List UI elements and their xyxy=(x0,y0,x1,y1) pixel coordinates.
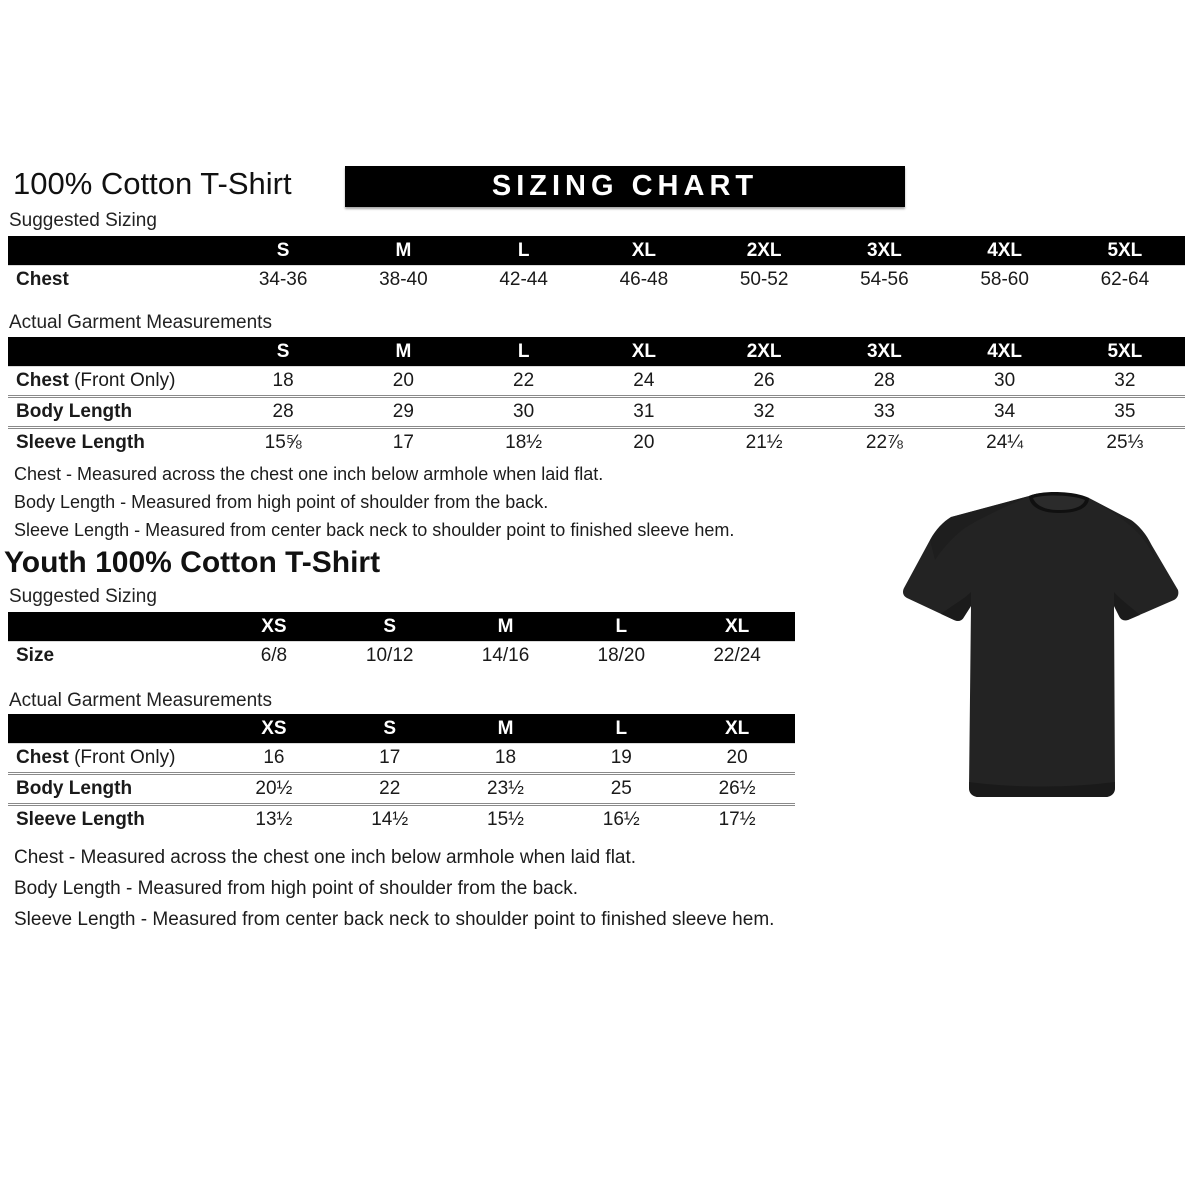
measurement-value: 32 xyxy=(704,397,824,428)
measurement-value: 58-60 xyxy=(945,266,1065,295)
note-body-length: Body Length - Measured from high point of shoulder from the back. xyxy=(14,492,549,512)
measurement-value: 21½ xyxy=(704,428,824,458)
row-label-header xyxy=(8,714,216,744)
measurement-value: 6/8 xyxy=(216,642,332,671)
measurement-value: 22/24 xyxy=(679,642,795,671)
size-column-header: M xyxy=(448,612,564,642)
row-label-header xyxy=(8,337,223,367)
measurement-value: 20 xyxy=(584,428,704,458)
size-column-header: S xyxy=(223,236,343,266)
measurement-value: 26½ xyxy=(679,774,795,805)
measurement-value: 18½ xyxy=(464,428,584,458)
measurement-value: 15½ xyxy=(448,805,564,835)
measurement-value: 22⅞ xyxy=(824,428,944,458)
size-column-header: 2XL xyxy=(704,236,824,266)
measurement-value: 30 xyxy=(945,367,1065,397)
measurement-value: 24¼ xyxy=(945,428,1065,458)
size-column-header: L xyxy=(464,236,584,266)
measurement-value: 28 xyxy=(824,367,944,397)
size-column-header: 3XL xyxy=(824,337,944,367)
measurement-value: 14/16 xyxy=(448,642,564,671)
size-column-header: 5XL xyxy=(1065,337,1185,367)
row-label: Chest xyxy=(8,266,223,295)
measurement-value: 15⅝ xyxy=(223,428,343,458)
youth-actual-measurements-table xyxy=(8,714,795,834)
measurement-value: 50-52 xyxy=(704,266,824,295)
measurement-value: 17½ xyxy=(679,805,795,835)
size-column-header: M xyxy=(343,236,463,266)
measurement-value: 32 xyxy=(1065,367,1185,397)
size-column-header: M xyxy=(448,714,564,744)
size-column-header: XS xyxy=(216,714,332,744)
row-label: Sleeve Length xyxy=(8,428,223,458)
youth-measurement-notes xyxy=(14,842,774,935)
measurement-value: 34 xyxy=(945,397,1065,428)
black-tshirt-photo xyxy=(893,488,1185,808)
measurement-value: 54-56 xyxy=(824,266,944,295)
measurement-value: 30 xyxy=(464,397,584,428)
size-column-header: XL xyxy=(584,236,704,266)
measurement-value: 14½ xyxy=(332,805,448,835)
row-label: Sleeve Length xyxy=(8,805,216,835)
size-column-header: 4XL xyxy=(945,337,1065,367)
adult-suggested-sizing-table xyxy=(8,236,1185,294)
adult-measurement-notes xyxy=(14,460,734,544)
measurement-value: 17 xyxy=(343,428,463,458)
youth-suggested-sizing-label: Suggested Sizing xyxy=(9,586,157,607)
measurement-value: 35 xyxy=(1065,397,1185,428)
row-label: Size xyxy=(8,642,216,671)
size-column-header: XL xyxy=(584,337,704,367)
measurement-value: 62-64 xyxy=(1065,266,1185,295)
measurement-value: 10/12 xyxy=(332,642,448,671)
note-sleeve-length: Sleeve Length - Measured from center back neck to shoulder point to finished sleeve hem. xyxy=(14,520,735,540)
page-title: 100% Cotton T-Shirt xyxy=(13,166,292,201)
row-label: Body Length xyxy=(8,774,216,805)
measurement-value: 25 xyxy=(563,774,679,805)
note-sleeve-length: Sleeve Length - Measured from center back neck to shoulder point to finished sleeve hem. xyxy=(14,909,775,930)
size-column-header: XS xyxy=(216,612,332,642)
measurement-value: 18/20 xyxy=(563,642,679,671)
size-column-header: 4XL xyxy=(945,236,1065,266)
youth-suggested-sizing-table xyxy=(8,612,795,670)
size-column-header: M xyxy=(343,337,463,367)
note-chest: Chest - Measured across the chest one inch below armhole when laid flat. xyxy=(14,464,604,484)
measurement-value: 20½ xyxy=(216,774,332,805)
size-column-header: S xyxy=(332,714,448,744)
measurement-value: 18 xyxy=(223,367,343,397)
size-column-header: 5XL xyxy=(1065,236,1185,266)
measurement-value: 22 xyxy=(464,367,584,397)
youth-section-title: Youth 100% Cotton T-Shirt xyxy=(4,546,381,579)
measurement-value: 22 xyxy=(332,774,448,805)
row-label-header xyxy=(8,236,223,266)
size-column-header: XL xyxy=(679,714,795,744)
measurement-value: 46-48 xyxy=(584,266,704,295)
size-column-header: XL xyxy=(679,612,795,642)
size-column-header: S xyxy=(223,337,343,367)
size-column-header: S xyxy=(332,612,448,642)
row-label: Body Length xyxy=(8,397,223,428)
adult-suggested-sizing-label: Suggested Sizing xyxy=(9,210,157,231)
row-label: Chest (Front Only) xyxy=(8,367,223,397)
measurement-value: 19 xyxy=(563,744,679,774)
measurement-value: 26 xyxy=(704,367,824,397)
measurement-value: 25⅓ xyxy=(1065,428,1185,458)
measurement-value: 16½ xyxy=(563,805,679,835)
banner-label: SIZING CHART xyxy=(491,170,759,202)
measurement-value: 33 xyxy=(824,397,944,428)
measurement-value: 31 xyxy=(584,397,704,428)
size-column-header: L xyxy=(563,714,679,744)
measurement-value: 18 xyxy=(448,744,564,774)
measurement-value: 28 xyxy=(223,397,343,428)
measurement-value: 13½ xyxy=(216,805,332,835)
measurement-value: 16 xyxy=(216,744,332,774)
measurement-value: 29 xyxy=(343,397,463,428)
size-column-header: 3XL xyxy=(824,236,944,266)
measurement-value: 24 xyxy=(584,367,704,397)
size-column-header: L xyxy=(563,612,679,642)
adult-actual-measurements-table xyxy=(8,337,1185,457)
adult-actual-measurements-label: Actual Garment Measurements xyxy=(9,312,272,333)
sizing-chart-banner xyxy=(345,166,905,207)
measurement-value: 20 xyxy=(343,367,463,397)
note-chest: Chest - Measured across the chest one inch below armhole when laid flat. xyxy=(14,847,637,868)
measurement-value: 38-40 xyxy=(343,266,463,295)
row-label-header xyxy=(8,612,216,642)
size-column-header: 2XL xyxy=(704,337,824,367)
youth-actual-measurements-label: Actual Garment Measurements xyxy=(9,690,272,711)
measurement-value: 34-36 xyxy=(223,266,343,295)
measurement-value: 23½ xyxy=(448,774,564,805)
measurement-value: 20 xyxy=(679,744,795,774)
size-column-header: L xyxy=(464,337,584,367)
measurement-value: 17 xyxy=(332,744,448,774)
note-body-length: Body Length - Measured from high point of shoulder from the back. xyxy=(14,878,578,899)
row-label: Chest (Front Only) xyxy=(8,744,216,774)
measurement-value: 42-44 xyxy=(464,266,584,295)
